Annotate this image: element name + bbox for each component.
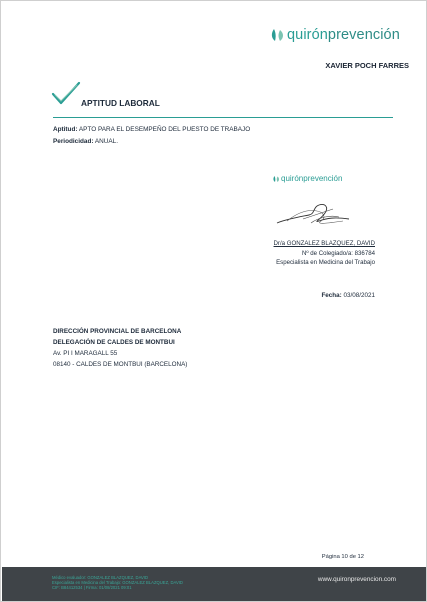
footer-fine-line-3: CIF: B84412534 | Firma: 01/08/2021 09:01 — [52, 585, 132, 591]
aptitud-field — [53, 126, 250, 133]
footer-fine-line-2: Especialista en Medicina del Trabajo: GONZALEZ BLAZQUEZ, DAVID — [52, 580, 183, 586]
address-line-3: Av. PI I MARAGALL 55 — [53, 350, 118, 357]
leaf-drop-icon — [271, 27, 285, 43]
aptitud-value: APTO PARA EL DESEMPEÑO DEL PUESTO DE TRABAJO — [77, 126, 251, 133]
document-date — [321, 292, 375, 299]
checkmark-icon — [51, 81, 81, 107]
date-value: 03/08/2021 — [341, 292, 375, 299]
logo-text-small: quirónprevención — [281, 174, 343, 183]
doctor-name: Dr/a GONZALEZ BLAZQUEZ, DAVID — [273, 240, 375, 247]
patient-name: XAVIER POCH FARRES — [325, 61, 409, 70]
section-title: APTITUD LABORAL — [81, 98, 160, 108]
date-label: Fecha: — [321, 292, 342, 299]
periodicidad-field — [53, 138, 118, 145]
aptitud-label: Aptitud: — [53, 126, 78, 133]
footer-website-link[interactable]: www.quironprevencion.com — [317, 576, 396, 583]
logo-text: quirónprevención — [287, 27, 400, 43]
doctor-signature — [273, 197, 353, 229]
footer-fine-line-1: Médico evaluador: GONZALEZ BLAZQUEZ, DAVID — [52, 575, 149, 580]
brand-logo — [271, 27, 400, 43]
periodicidad-value: ANUAL. — [93, 138, 118, 145]
footer-fine-print — [52, 575, 232, 591]
page-number: Página 10 de 12 — [321, 554, 364, 560]
address-line-2: DELEGACIÓN DE CALDES DE MONTBUI — [53, 339, 175, 346]
section-divider — [53, 117, 393, 118]
leaf-drop-icon — [273, 175, 280, 183]
address-line-1: DIRECCIÓN PROVINCIAL DE BARCELONA — [53, 328, 182, 335]
signature-block — [274, 239, 375, 268]
page-footer — [2, 567, 426, 601]
doctor-specialty: Especialista en Medicina del Trabajo — [276, 259, 375, 266]
office-address — [53, 326, 187, 370]
address-line-4: 08140 - CALDES DE MONTBUI (BARCELONA) — [53, 361, 188, 368]
colegiado-number: Nº de Colegiado/a: 836784 — [301, 249, 375, 257]
brand-logo-small — [273, 174, 342, 183]
periodicidad-label: Periodicidad: — [53, 138, 94, 145]
